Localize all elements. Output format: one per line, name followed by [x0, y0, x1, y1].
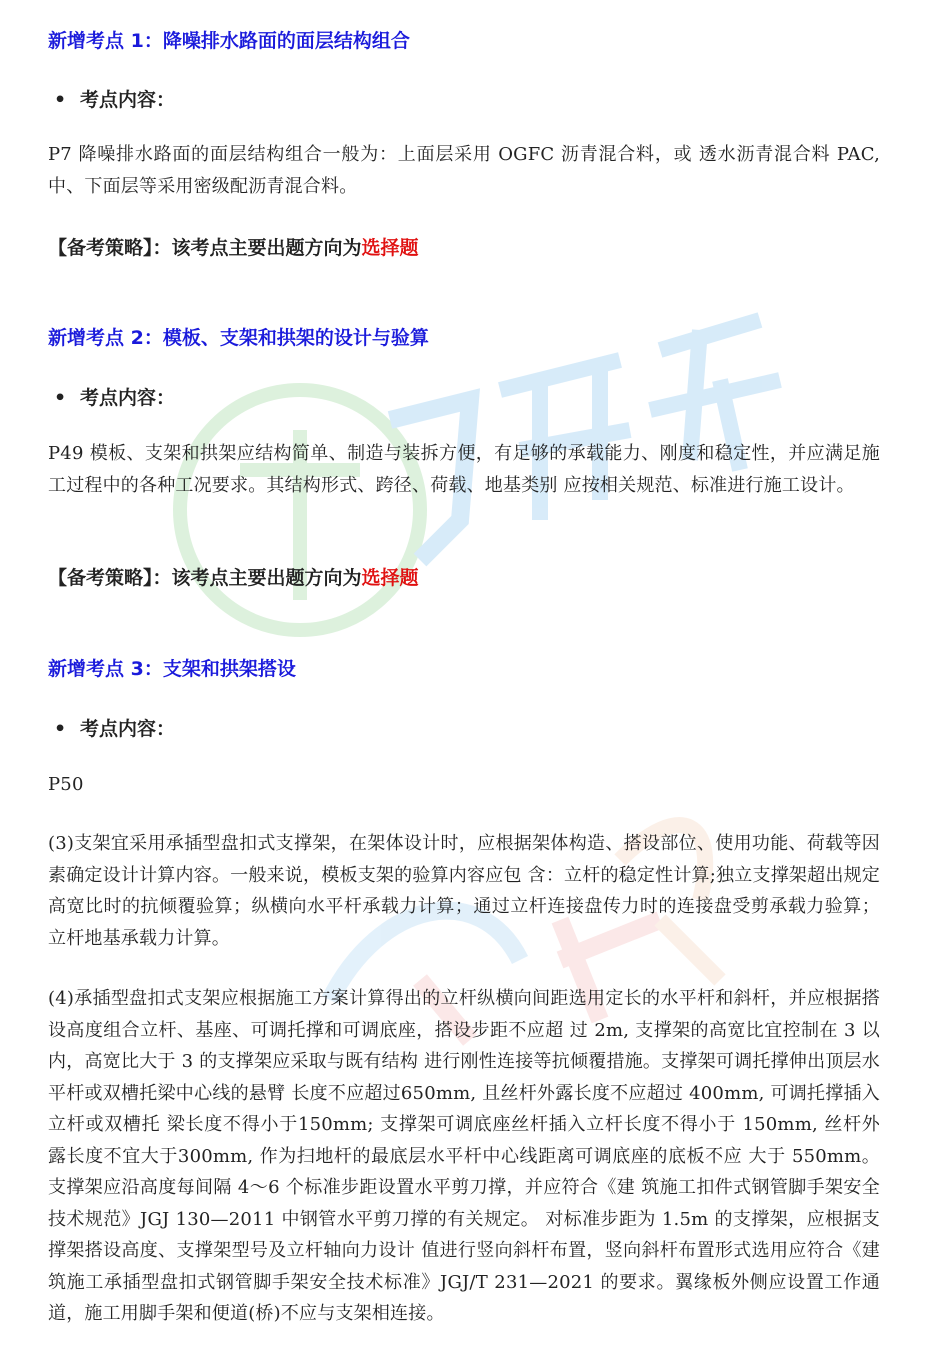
section-2-paragraph: P49 模板、支架和拱架应结构简单、制造与装拆方便，有足够的承载能力、刚度和稳定性，并应满足施工过程中的各种工况要求。其结构形式、跨径、荷载、地基类别 应按相关规范、标准进行施工设计。 [48, 443, 880, 496]
section-3-title: 新增考点 3：支架和拱架搭设 [48, 658, 296, 680]
section-3-bullet-label: 考点内容： [80, 718, 176, 740]
section-1-bullet [54, 85, 175, 112]
bullet-dot: • [54, 718, 67, 740]
bullet-dot: • [54, 387, 67, 409]
section-3-paragraph-4: (4)承插型盘扣式支架应根据施工方案计算得出的立杆纵横向间距选用定长的水平杆和斜杆，并应根据搭设高度组合立杆、基座、可调托撑和可调底座，搭设步距不应超 过 2m, 支撑架的高宽比宜控制在 3 以内，高宽比大于 3 的支撑架应采取与既有结构 进行刚性连接等抗倾覆措施。支撑架可调托撑伸出顶层水平杆或双槽托梁中心线的悬臂 长度不应超过650mm, 且丝杆外露长度不应超过 400mm, 可调托撑插入立杆或双槽托 梁长度不得小于150mm; 支撑架可调底座丝杆插入立杆长度不得小于 150mm, 丝杆外 露长度不宜大于300mm, 作为扫地杆的最底层水平杆中心线距离可调底座的底板不应 大于 550mm。支撑架应沿高度每间隔 4～6 个标准步距设置水平剪刀撑，并应符合《建 筑施工扣件式钢管脚手架安全技术规范》JGJ 130—2011 中钢管水平剪刀撑的有关规定。 对标准步距为 1.5m 的支撑架，应根据支撑架搭设高度、支撑架型号及立杆轴向力设计 值进行竖向斜杆布置，竖向斜杆布置形式选用应符合《建筑施工承插型盘扣式钢管脚手架安全技术标准》JGJ/T 231—2021 的要求。翼缘板外侧应设置工作通道，施工用脚手架和便道(桥)不应与支架相连接。 [48, 988, 880, 1324]
bullet-dot: • [54, 89, 67, 111]
section-2-strategy [48, 563, 419, 590]
strategy-highlight: 选择题 [361, 237, 419, 259]
section-3-bullet [54, 714, 175, 741]
section-3-paragraph-3: (3)支架宜采用承插型盘扣式支撑架，在架体设计时，应根据架体构造、搭设部位、使用功能、荷载等因素确定设计计算内容。一般来说，模板支架的验算内容应包 含：立杆的稳定性计算;独立支撑架超出规定高宽比时的抗倾覆验算；纵横向水平杆承载力计算；通过立杆连接盘传力时的连接盘受剪承载力验算；立杆地基承载力计算。 [48, 833, 880, 949]
section-2-title: 新增考点 2：模板、支架和拱架的设计与验算 [48, 327, 429, 349]
section-1-strategy [48, 233, 419, 260]
section-3-page-ref: P50 [48, 774, 84, 795]
section-1-title: 新增考点 1：降噪排水路面的面层结构组合 [48, 30, 410, 52]
strategy-label: 【备考策略】：该考点主要出题方向为 [48, 237, 362, 259]
strategy-label: 【备考策略】：该考点主要出题方向为 [48, 567, 362, 589]
section-1-paragraph: P7 降噪排水路面的面层结构组合一般为：上面层采用 OGFC 沥青混合料，或 透水沥青混合料 PAC, 中、下面层等采用密级配沥青混合料。 [48, 144, 880, 197]
strategy-highlight: 选择题 [361, 567, 419, 589]
section-2-bullet-label: 考点内容： [80, 387, 176, 409]
section-2-bullet [54, 383, 175, 410]
section-1-bullet-label: 考点内容： [80, 89, 176, 111]
